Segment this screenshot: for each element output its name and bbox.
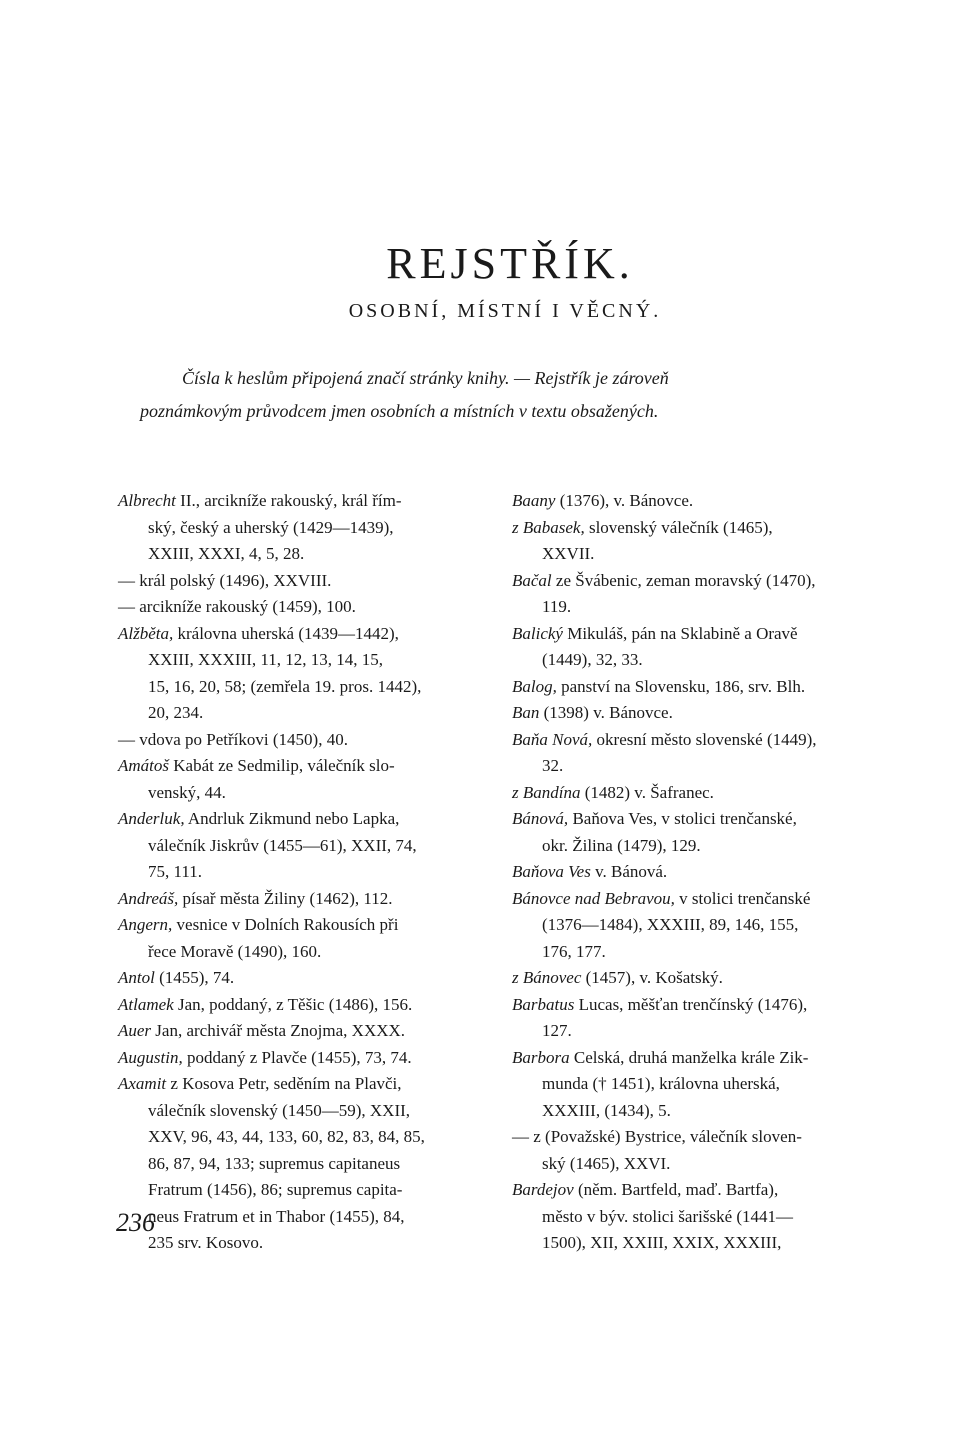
index-entry xyxy=(118,568,490,595)
index-entry-line: 75, 111. xyxy=(148,862,202,881)
index-entry-line: Baany (1376), v. Bánovce. xyxy=(512,491,694,510)
index-entry-line: 127. xyxy=(542,1021,572,1040)
index-entry-line: válečník Jiskrův (1455—61), XXII, 74, xyxy=(148,835,417,855)
index-entry-line: Baňova Ves v. Bánová. xyxy=(512,862,668,881)
index-entry xyxy=(118,886,490,913)
index-entry xyxy=(512,886,892,966)
index-entry-line: Alžběta, královna uherská (1439—1442), xyxy=(118,623,399,643)
index-entry-line: Amátoš Kabát ze Sedmilip, válečník slo- xyxy=(118,756,395,775)
index-entry-line: válečník slovenský (1450—59), XXII, xyxy=(148,1100,411,1120)
index-entry-line: okr. Žilina (1479), 129. xyxy=(542,835,701,855)
index-entry-line: Fratrum (1456), 86; supremus capita- xyxy=(148,1180,403,1199)
index-entry xyxy=(512,859,892,886)
index-entry-line: Atlamek Jan, poddaný, z Těšic (1486), 156. xyxy=(118,994,413,1014)
index-entry-line: z Babasek, slovenský válečník (1465), xyxy=(512,517,773,537)
index-entry-line: město v býv. stolici šarišské (1441— xyxy=(542,1206,794,1226)
page-subtitle: OSOBNÍ, MÍSTNÍ I VĚCNÝ. xyxy=(348,300,662,322)
index-headword: Andreáš, xyxy=(118,888,179,908)
index-headword: Augustin, xyxy=(118,1047,183,1067)
index-headword: Bánová, xyxy=(512,809,569,828)
index-entry xyxy=(512,992,892,1045)
index-headword: Bačal xyxy=(512,570,552,590)
index-entry xyxy=(118,753,490,806)
index-entry-line: Barbora Celská, druhá manželka krále Zik- xyxy=(512,1047,809,1067)
index-entry xyxy=(118,1045,490,1072)
index-entry-line: munda († 1451), královna uherská, xyxy=(542,1074,780,1093)
index-headword: Alžběta, xyxy=(118,623,174,643)
index-entry-line: ský (1465), XXVI. xyxy=(542,1153,671,1173)
index-headword: z Babasek, xyxy=(512,517,585,537)
index-entry-line: z Bandína (1482) v. Šafranec. xyxy=(512,782,714,802)
index-entry-line: z Bánovec (1457), v. Košatský. xyxy=(512,968,723,987)
index-entry-line: Barbatus Lucas, měšťan trenčínský (1476), xyxy=(512,994,808,1014)
index-entry-line: řece Moravě (1490), 160. xyxy=(148,941,322,961)
index-entry-line: 235 srv. Kosovo. xyxy=(148,1233,264,1252)
index-entry xyxy=(512,700,892,727)
index-note xyxy=(140,362,840,428)
index-entry xyxy=(118,912,490,965)
index-column-right xyxy=(512,488,892,1257)
index-headword: Antol xyxy=(118,968,155,987)
index-headword: Amátoš xyxy=(118,756,169,775)
index-entry-line: Ban (1398) v. Bánovce. xyxy=(512,703,673,722)
index-entry-line: venský, 44. xyxy=(148,782,226,802)
index-entry-line: Bardejov (něm. Bartfeld, maď. Bartfa), xyxy=(512,1180,779,1199)
index-headword: Barbatus xyxy=(512,994,575,1014)
index-entry xyxy=(512,488,892,515)
index-entry-line: Auer Jan, archivář města Znojma, XXXX. xyxy=(118,1021,406,1040)
index-entry-line: Bánová, Baňova Ves, v stolici trenčanské, xyxy=(512,809,797,828)
index-note-line: poznámkovým průvodcem jmen osobních a místních v textu obsažených. xyxy=(140,401,659,421)
index-headword: Baňa Nová, xyxy=(512,729,593,749)
index-entry xyxy=(512,621,892,674)
index-entry-line: Bánovce nad Bebravou, v stolici trenčanské xyxy=(512,888,811,908)
index-entry-line: XXXIII, (1434), 5. xyxy=(542,1100,671,1120)
index-entry-line: XXVII. xyxy=(542,544,595,563)
index-entry-line: — král polský (1496), XXVIII. xyxy=(118,570,332,590)
index-entry-line: — arcikníže rakouský (1459), 100. xyxy=(118,597,356,616)
index-entry-line: 15, 16, 20, 58; (zemřela 19. pros. 1442), xyxy=(148,676,422,696)
index-entry-line: XXV, 96, 43, 44, 133, 60, 82, 83, 84, 85, xyxy=(148,1127,425,1146)
index-entry-line: — z (Považské) Bystrice, válečník sloven- xyxy=(512,1127,802,1146)
index-headword: Bánovce nad Bebravou, xyxy=(512,888,675,908)
index-headword: Balický xyxy=(512,623,563,643)
index-entry xyxy=(118,806,490,886)
index-entry xyxy=(512,674,892,701)
index-entry-line: Augustin, poddaný z Plavče (1455), 73, 74. xyxy=(118,1047,412,1067)
index-entry xyxy=(118,594,490,621)
index-headword: Baňova Ves xyxy=(512,862,591,881)
index-entry-line: 86, 87, 94, 133; supremus capitaneus xyxy=(148,1153,401,1173)
index-headword: Balog, xyxy=(512,676,557,696)
index-entry xyxy=(512,1124,892,1177)
index-entry-line: Antol (1455), 74. xyxy=(118,968,235,987)
index-entry-line: Axamit z Kosova Petr, seděním na Plavči, xyxy=(118,1074,402,1093)
index-headword: Anderluk, xyxy=(118,809,185,828)
index-headword: Auer xyxy=(118,1021,152,1040)
index-entry xyxy=(512,965,892,992)
index-entry xyxy=(512,568,892,621)
index-entry-line: (1376—1484), XXXIII, 89, 146, 155, xyxy=(542,915,799,934)
index-entry xyxy=(512,1177,892,1257)
index-entry xyxy=(512,515,892,568)
index-entry xyxy=(512,1045,892,1125)
index-entry-line: ský, český a uherský (1429—1439), xyxy=(148,517,394,537)
index-entry-line: Angern, vesnice v Dolních Rakousích při xyxy=(118,915,399,934)
index-entry-line: 176, 177. xyxy=(542,941,606,961)
index-entry-line: XXIII, XXXI, 4, 5, 28. xyxy=(148,544,305,563)
index-entry-line: 20, 234. xyxy=(148,703,204,722)
index-entry xyxy=(118,621,490,727)
index-entry-line: Andreáš, písař města Žiliny (1462), 112. xyxy=(118,888,393,908)
index-entry-line: Albrecht II., arcikníže rakouský, král řím- xyxy=(118,491,402,510)
index-entry-line: Baňa Nová, okresní město slovenské (1449), xyxy=(512,729,817,749)
index-headword: Albrecht xyxy=(118,491,176,510)
index-headword: Baany xyxy=(512,491,556,510)
index-entry-line: — vdova po Petříkovi (1450), 40. xyxy=(118,729,348,749)
index-entry-line: neus Fratrum et in Thabor (1455), 84, xyxy=(148,1206,405,1226)
index-entry-line: Balický Mikuláš, pán na Sklabině a Oravě xyxy=(512,623,798,643)
index-headword: Bardejov xyxy=(512,1180,574,1199)
index-headword: Angern, xyxy=(118,915,173,934)
index-entry xyxy=(512,727,892,780)
index-entry xyxy=(118,1018,490,1045)
page-number: 236 xyxy=(116,1208,155,1237)
index-headword: Atlamek xyxy=(118,994,174,1014)
index-entry xyxy=(118,992,490,1019)
index-entry-line: XXIII, XXXIII, 11, 12, 13, 14, 15, xyxy=(148,650,383,669)
index-entry-line: (1449), 32, 33. xyxy=(542,650,643,669)
index-entry xyxy=(118,727,490,754)
index-headword: Axamit xyxy=(118,1074,167,1093)
index-entry xyxy=(118,965,490,992)
index-entry-line: 1500), XII, XXIII, XXIX, XXXIII, xyxy=(542,1233,782,1252)
index-entry xyxy=(512,780,892,807)
index-entry-line: Balog, panství na Slovensku, 186, srv. Blh. xyxy=(512,676,806,696)
index-headword: z Bandína xyxy=(512,782,581,802)
index-entry-line: Bačal ze Švábenic, zeman moravský (1470), xyxy=(512,570,816,590)
index-entry-line: 119. xyxy=(542,597,572,616)
index-entry xyxy=(512,806,892,859)
index-headword: Ban xyxy=(512,703,540,722)
index-entry xyxy=(118,488,490,568)
index-column-left xyxy=(118,488,490,1257)
page-title: REJSTŘÍK. xyxy=(386,239,634,288)
index-entry-line: 32. xyxy=(542,756,564,775)
index-note-line: Čísla k heslům připojená značí stránky knihy. — Rejstřík je zároveň xyxy=(182,368,669,388)
index-headword: z Bánovec xyxy=(512,968,582,987)
index-entry-line: Anderluk, Andrluk Zikmund nebo Lapka, xyxy=(118,809,400,828)
index-entry xyxy=(118,1071,490,1257)
index-headword: Barbora xyxy=(512,1047,570,1067)
